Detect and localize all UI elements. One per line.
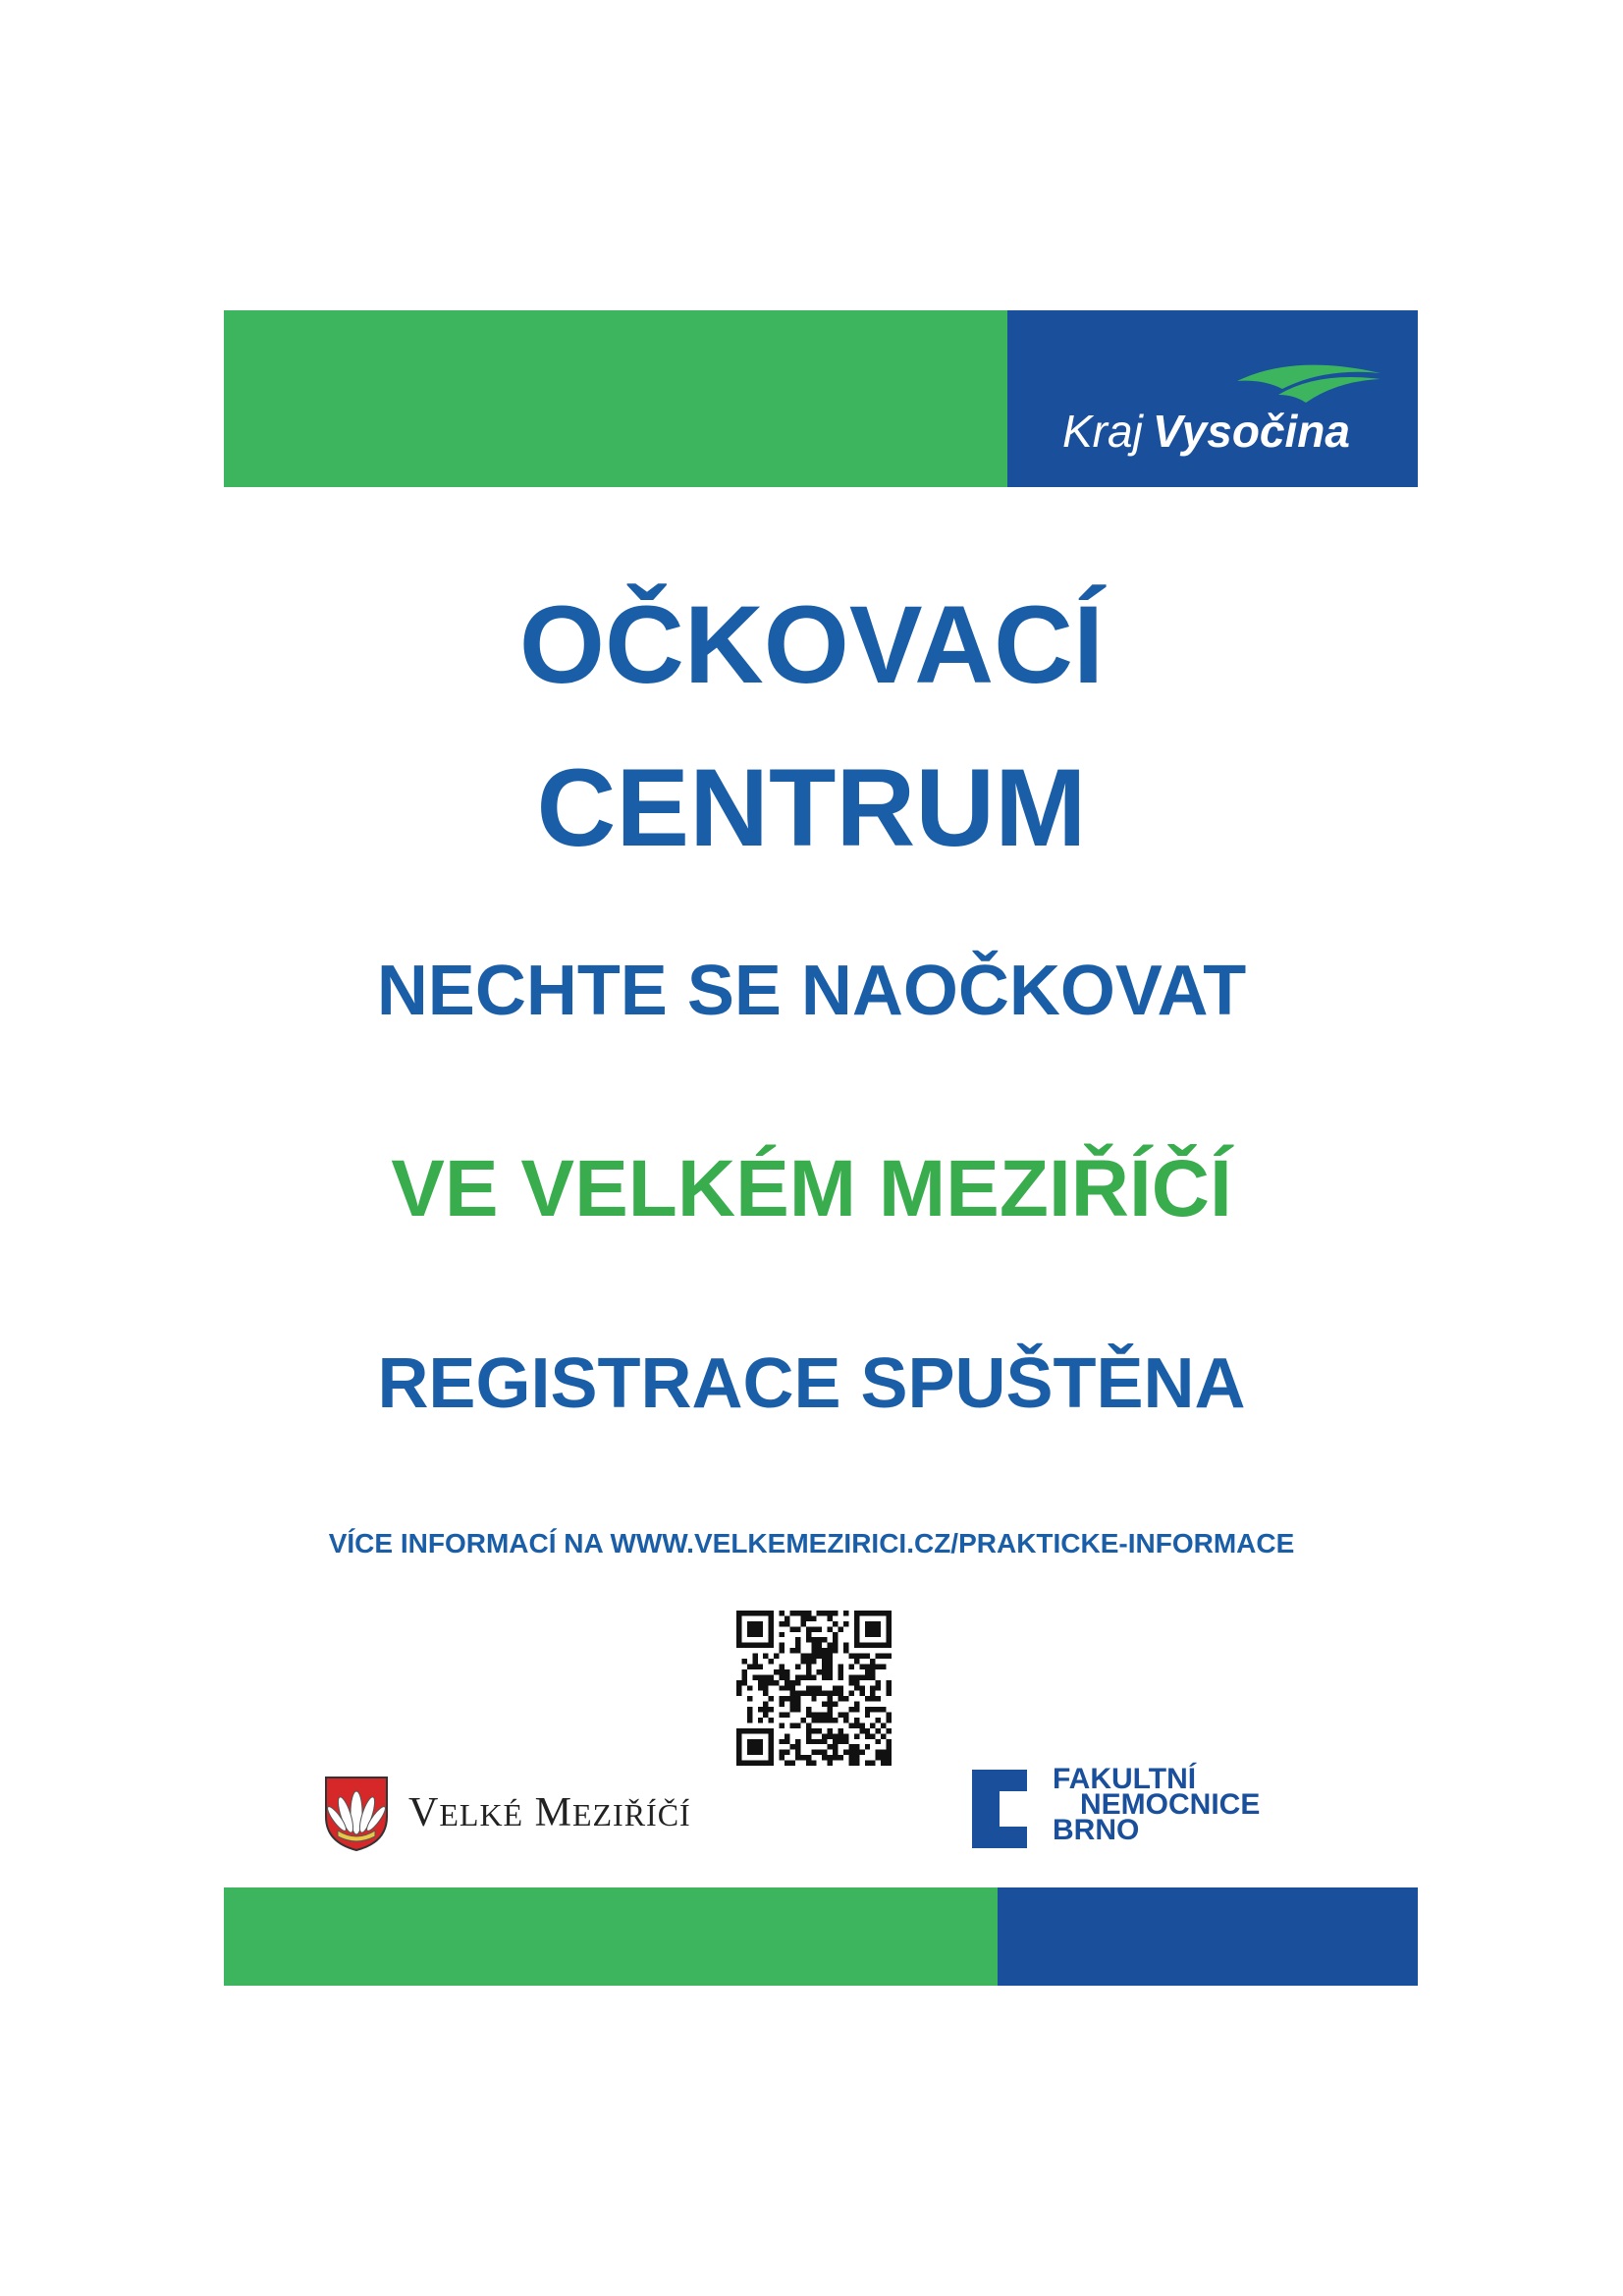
bottom-color-band <box>224 1887 1418 1986</box>
swoosh-icon <box>1235 352 1382 405</box>
subheadline-2: VE VELKÉM MEZIŘÍČÍ <box>391 1144 1232 1233</box>
subheadline-1: NECHTE SE NAOČKOVAT <box>376 952 1247 1030</box>
fn-line-3: BRNO <box>1053 1814 1140 1846</box>
fnbrno-mark-icon <box>972 1770 1027 1848</box>
bottom-band-green <box>224 1887 998 1986</box>
kraj-vysocina-logo <box>1007 310 1418 487</box>
info-link-text: VÍCE INFORMACÍ NA WWW.VELKEMEZIRICI.CZ/PRAKTICKE-INFORMACE <box>328 1528 1295 1558</box>
bottom-band-blue <box>998 1887 1418 1986</box>
vysocina-word: Vysočina <box>1152 406 1350 457</box>
kraj-word: Kraj <box>1062 406 1143 457</box>
fn-line-2: NEMOCNICE <box>1080 1788 1261 1821</box>
fn-line-1: FAKULTNÍ <box>1053 1763 1197 1795</box>
qr-code-icon <box>736 1611 892 1766</box>
top-band-green <box>224 310 1007 487</box>
coat-of-arms-icon <box>322 1774 391 1852</box>
kraj-vysocina-wordmark <box>1062 405 1350 458</box>
velke-mezirici-logo <box>322 1774 691 1852</box>
velke-mezirici-name: VELKÉ MEZIŘÍČÍ <box>408 1790 691 1835</box>
headline-line-1: OČKOVACÍ <box>518 583 1105 706</box>
headline-line-2: CENTRUM <box>536 746 1087 869</box>
top-color-band <box>224 310 1418 487</box>
subheadline-3: REGISTRACE SPUŠTĚNA <box>377 1344 1246 1423</box>
